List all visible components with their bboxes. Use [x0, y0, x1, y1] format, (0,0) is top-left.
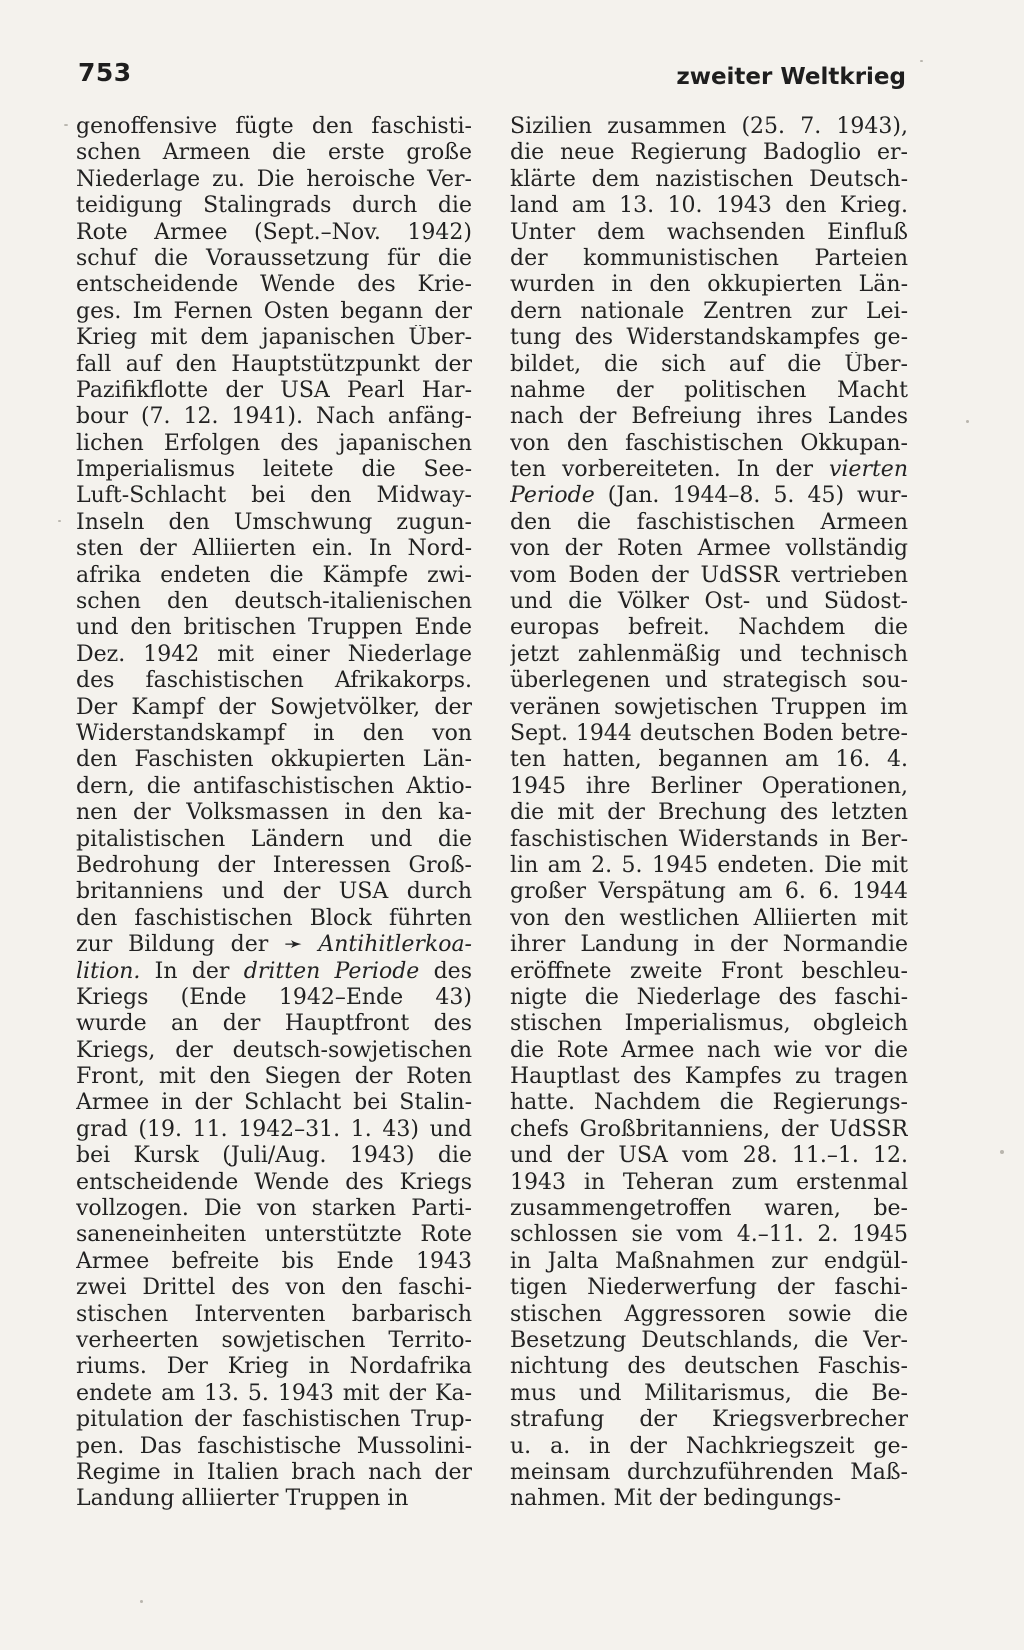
line-text: eröffnete zweite Front beschleu-: [510, 958, 908, 984]
line-text: und der USA vom 28. 11.–1. 12.: [510, 1143, 908, 1169]
line-text: Kriegs, der deutsch-sowjetischen: [76, 1037, 472, 1063]
text-line: [76, 985, 472, 1011]
line-text: tung des Widerstandskampfes ge-: [510, 325, 908, 351]
line-text: wurde an der Hauptfront des: [76, 1011, 472, 1037]
text-line: [510, 1354, 908, 1380]
text-line: [510, 1381, 908, 1407]
text-line: [76, 1090, 472, 1116]
line-text: ihrer Landung in der Normandie: [510, 932, 908, 958]
line-text: In der: [140, 958, 244, 984]
line-text: meinsam durchzuführenden Maß-: [510, 1459, 908, 1485]
line-text: stischen Interventen barbarisch: [76, 1301, 472, 1327]
text-line: [76, 378, 472, 404]
text-line: [510, 325, 908, 351]
text-line: [76, 1381, 472, 1407]
line-text: lichen Erfolgen des japanischen: [76, 430, 472, 456]
line-text: tigen Niederwerfung der faschi-: [510, 1275, 908, 1301]
text-line: [76, 853, 472, 879]
text-line: [76, 1407, 472, 1433]
line-text: vollzogen. Die von starken Parti-: [76, 1196, 472, 1222]
line-text: zwei Drittel des von den faschi-: [76, 1275, 472, 1301]
line-text: Armee in der Schlacht bei Stalin-: [76, 1090, 472, 1116]
text-line: [76, 457, 472, 483]
text-line: [76, 220, 472, 246]
line-text: britanniens und der USA durch: [76, 879, 472, 905]
line-text: zur Bildung der ➛: [76, 932, 319, 958]
text-line: [510, 879, 908, 905]
text-line: [510, 800, 908, 826]
text-line: [510, 774, 908, 800]
text-line: [510, 827, 908, 853]
line-text: von der Roten Armee vollständig: [510, 536, 908, 562]
text-line: [510, 272, 908, 298]
line-text: u. a. in der Nachkriegszeit ge-: [510, 1433, 908, 1459]
line-text: des: [419, 958, 472, 984]
line-text: dern, die antifaschistischen Aktio-: [76, 773, 472, 799]
line-text: Regime in Italien brach nach der: [76, 1459, 472, 1485]
text-line: [76, 589, 472, 615]
text-line: [76, 1486, 472, 1512]
text-line: [510, 1460, 908, 1486]
text-line: [510, 1222, 908, 1248]
text-line: [510, 589, 908, 615]
text-line: [510, 404, 908, 430]
line-text: von den westlichen Alliierten mit: [510, 905, 908, 931]
text-line: [510, 510, 908, 536]
text-line: [76, 325, 472, 351]
italic-text: dritten Periode: [243, 958, 420, 984]
text-line: [510, 114, 908, 140]
line-text: schen Armeen die erste große: [76, 140, 472, 166]
text-line: [510, 246, 908, 272]
line-text: riums. Der Krieg in Nordafrika: [76, 1354, 472, 1380]
line-text: nigte die Niederlage des faschi-: [510, 984, 908, 1010]
line-text: nahmen. Mit der bedingungs-: [510, 1486, 842, 1512]
line-text: Der Kampf der Sowjetvölker, der: [76, 694, 472, 720]
text-line: [76, 1222, 472, 1248]
line-text: chefs Großbritanniens, der UdSSR: [510, 1116, 908, 1142]
text-line: [76, 774, 472, 800]
line-text: schuf die Voraussetzung für die: [76, 245, 472, 271]
line-text: den die faschistischen Armeen: [510, 509, 908, 535]
line-text: überlegenen und strategisch sou-: [510, 668, 908, 694]
text-line: [76, 404, 472, 430]
text-line: [510, 932, 908, 958]
text-line: [76, 167, 472, 193]
line-text: die Rote Armee nach wie vor die: [510, 1037, 908, 1063]
line-text: schen den deutsch-italienischen: [76, 589, 472, 615]
text-line: [76, 510, 472, 536]
line-text: und den britischen Truppen Ende: [76, 615, 472, 641]
paper-speck: [64, 124, 68, 126]
line-text: Pazifikflotte der USA Pearl Har-: [76, 377, 472, 403]
line-text: großer Verspätung am 6. 6. 1944: [510, 879, 908, 905]
text-line: [76, 695, 472, 721]
text-line: [76, 140, 472, 166]
text-line: [76, 1275, 472, 1301]
line-text: Rote Armee (Sept.–Nov. 1942): [76, 219, 472, 245]
text-line: [510, 167, 908, 193]
text-line: [510, 721, 908, 747]
line-text: die neue Regierung Badoglio er-: [510, 140, 908, 166]
line-text: schlossen sie vom 4.–11. 2. 1945: [510, 1222, 908, 1248]
line-text: mus und Militarismus, die Be-: [510, 1380, 908, 1406]
line-text: fall auf den Hauptstützpunkt der: [76, 351, 472, 377]
text-line: [510, 1170, 908, 1196]
line-text: und die Völker Ost- und Südost-: [510, 589, 908, 615]
line-text: lin am 2. 5. 1945 endeten. Die mit: [510, 852, 908, 878]
text-line: [76, 1249, 472, 1275]
line-text: pitalistischen Ländern und die: [76, 826, 472, 852]
text-line: [76, 1302, 472, 1328]
text-line: [76, 827, 472, 853]
paper-speck: [140, 1600, 143, 1603]
text-line: [510, 1328, 908, 1354]
text-line: [76, 272, 472, 298]
line-text: entscheidende Wende des Krie-: [76, 272, 472, 298]
text-line: [510, 1038, 908, 1064]
line-text: wurden in den okkupierten Län-: [510, 272, 908, 298]
text-line: [76, 1117, 472, 1143]
line-text: Front, mit den Siegen der Roten: [76, 1064, 472, 1090]
text-line: [510, 220, 908, 246]
text-line: [76, 1170, 472, 1196]
line-text: pitulation der faschistischen Trup-: [76, 1407, 472, 1433]
line-text: dern nationale Zentren zur Lei-: [510, 298, 908, 324]
line-text: des faschistischen Afrikakorps.: [76, 668, 472, 694]
line-text: Niederlage zu. Die heroische Ver-: [76, 166, 472, 192]
text-line: [510, 1249, 908, 1275]
line-text: pen. Das faschistische Mussolini-: [76, 1433, 472, 1459]
line-text: ges. Im Fernen Osten begann der: [76, 298, 472, 324]
text-line: [76, 747, 472, 773]
line-text: ten vorbereiteten. In der: [510, 457, 829, 483]
paper-speck: [1000, 1150, 1004, 1154]
paper-speck: [920, 60, 923, 62]
line-text: Dez. 1942 mit einer Niederlage: [76, 641, 472, 667]
line-text: Inseln den Umschwung zugun-: [76, 509, 472, 535]
text-line: [510, 1434, 908, 1460]
text-line: [76, 1354, 472, 1380]
text-line: [76, 536, 472, 562]
text-line: [76, 615, 472, 641]
text-line: [510, 1143, 908, 1169]
text-line: [76, 1434, 472, 1460]
running-head: zweiter Weltkrieg: [676, 64, 906, 90]
text-line: [510, 536, 908, 562]
line-text: jetzt zahlenmäßig und technisch: [510, 641, 908, 667]
line-text: strafung der Kriegsverbrecher: [510, 1407, 908, 1433]
line-text: (Jan. 1944–8. 5. 45) wur-: [594, 483, 908, 509]
text-line: [76, 800, 472, 826]
text-line: [76, 932, 472, 958]
text-line: [510, 985, 908, 1011]
line-text: nach der Befreiung ihres Landes: [510, 404, 908, 430]
text-line: [510, 1117, 908, 1143]
italic-text: vierten: [828, 457, 908, 483]
line-text: Landung alliierter Truppen in: [76, 1486, 409, 1512]
text-line: [76, 668, 472, 694]
line-text: Luft-Schlacht bei den Midway-: [76, 483, 472, 509]
text-line: [510, 457, 908, 483]
text-line: [510, 1486, 908, 1512]
line-text: ten hatten, begannen am 16. 4.: [510, 747, 908, 773]
line-text: verheerten sowjetischen Territo-: [76, 1327, 472, 1353]
text-line: [510, 1275, 908, 1301]
text-line: [76, 1196, 472, 1222]
text-line: [76, 959, 472, 985]
line-text: Armee befreite bis Ende 1943: [76, 1248, 472, 1274]
line-text: sten der Alliierten ein. In Nord-: [76, 536, 472, 562]
line-text: hatte. Nachdem die Regierungs-: [510, 1090, 908, 1116]
line-text: genoffensive fügte den faschisti-: [76, 114, 472, 139]
line-text: bildet, die sich auf die Über-: [510, 351, 908, 377]
text-line: [76, 721, 472, 747]
text-line: [76, 299, 472, 325]
line-text: nen der Volksmassen in den ka-: [76, 800, 472, 826]
text-line: [510, 431, 908, 457]
italic-text: Antihitlerkoa-: [318, 932, 472, 958]
line-text: in Jalta Maßnahmen zur endgül-: [510, 1248, 908, 1274]
line-text: den Faschisten okkupierten Län-: [76, 747, 472, 773]
text-line: [510, 193, 908, 219]
line-text: Kriegs (Ende 1942–Ende 43): [76, 984, 472, 1010]
text-line: [510, 378, 908, 404]
text-line: [510, 1011, 908, 1037]
text-line: [510, 1196, 908, 1222]
text-line: [510, 747, 908, 773]
text-line: [76, 352, 472, 378]
line-text: land am 13. 10. 1943 den Krieg.: [510, 193, 908, 219]
text-line: [76, 431, 472, 457]
italic-text: lition.: [76, 958, 141, 984]
text-line: [76, 1011, 472, 1037]
line-text: nahme der politischen Macht: [510, 377, 908, 403]
line-text: Bedrohung der Interessen Groß-: [76, 852, 472, 878]
text-line: [510, 1407, 908, 1433]
text-line: [76, 642, 472, 668]
text-line: [76, 1328, 472, 1354]
text-line: [76, 193, 472, 219]
line-text: europas befreit. Nachdem die: [510, 615, 908, 641]
line-text: endete am 13. 5. 1943 mit der Ka-: [76, 1380, 472, 1406]
text-line: [510, 299, 908, 325]
text-line: [510, 906, 908, 932]
text-line: [510, 668, 908, 694]
text-line: [510, 1064, 908, 1090]
line-text: Widerstandskampf in den von: [76, 720, 472, 746]
line-text: von den faschistischen Okkupan-: [510, 430, 908, 456]
line-text: Imperialismus leitete die See-: [76, 457, 472, 483]
line-text: 1945 ihre Berliner Operationen,: [510, 773, 908, 799]
text-line: [76, 1038, 472, 1064]
line-text: bei Kursk (Juli/Aug. 1943) die: [76, 1143, 472, 1169]
paper-speck: [58, 520, 61, 522]
text-line: [510, 1090, 908, 1116]
text-line: [76, 246, 472, 272]
line-text: nichtung des deutschen Faschis-: [510, 1354, 908, 1380]
line-text: den faschistischen Block führten: [76, 905, 472, 931]
text-line: [76, 483, 472, 509]
line-text: stischen Aggressoren sowie die: [510, 1301, 908, 1327]
paper-speck: [966, 420, 969, 423]
text-line: [510, 563, 908, 589]
line-text: bour (7. 12. 1941). Nach anfäng-: [76, 404, 472, 430]
text-column-left: [76, 114, 472, 1513]
text-line: [510, 1302, 908, 1328]
text-line: [510, 352, 908, 378]
text-line: [510, 853, 908, 879]
text-line: [510, 695, 908, 721]
line-text: saneneinheiten unterstützte Rote: [76, 1222, 472, 1248]
line-text: Besetzung Deutschlands, die Ver-: [510, 1327, 908, 1353]
line-text: Unter dem wachsenden Einfluß: [510, 219, 908, 245]
text-column-right: [510, 114, 908, 1513]
text-line: [510, 140, 908, 166]
line-text: veränen sowjetischen Truppen im: [510, 694, 908, 720]
line-text: die mit der Brechung des letzten: [510, 800, 908, 826]
line-text: zusammengetroffen waren, be-: [510, 1196, 908, 1222]
text-line: [76, 906, 472, 932]
text-line: [510, 959, 908, 985]
line-text: stischen Imperialismus, obgleich: [510, 1011, 908, 1037]
text-line: [76, 879, 472, 905]
page-number: 753: [78, 58, 132, 87]
line-text: teidigung Stalingrads durch die: [76, 193, 472, 219]
text-line: [76, 563, 472, 589]
line-text: entscheidende Wende des Kriegs: [76, 1169, 472, 1195]
line-text: grad (19. 11. 1942–31. 1. 43) und: [76, 1116, 472, 1142]
line-text: Sept. 1944 deutschen Boden betre-: [510, 720, 908, 746]
text-line: [510, 615, 908, 641]
line-text: klärte dem nazistischen Deutsch-: [510, 166, 908, 192]
line-text: vom Boden der UdSSR vertrieben: [510, 562, 908, 588]
text-line: [76, 1064, 472, 1090]
line-text: Sizilien zusammen (25. 7. 1943),: [510, 114, 908, 139]
text-line: [76, 1143, 472, 1169]
text-line: [76, 114, 472, 140]
line-text: der kommunistischen Parteien: [510, 245, 908, 271]
text-line: [76, 1460, 472, 1486]
text-line: [510, 483, 908, 509]
line-text: 1943 in Teheran zum erstenmal: [510, 1169, 908, 1195]
italic-text: Periode: [510, 483, 595, 509]
line-text: faschistischen Widerstands in Ber-: [510, 826, 908, 852]
line-text: Hauptlast des Kampfes zu tragen: [510, 1064, 908, 1090]
text-line: [510, 642, 908, 668]
line-text: afrika endeten die Kämpfe zwi-: [76, 562, 472, 588]
line-text: Krieg mit dem japanischen Über-: [76, 325, 472, 351]
